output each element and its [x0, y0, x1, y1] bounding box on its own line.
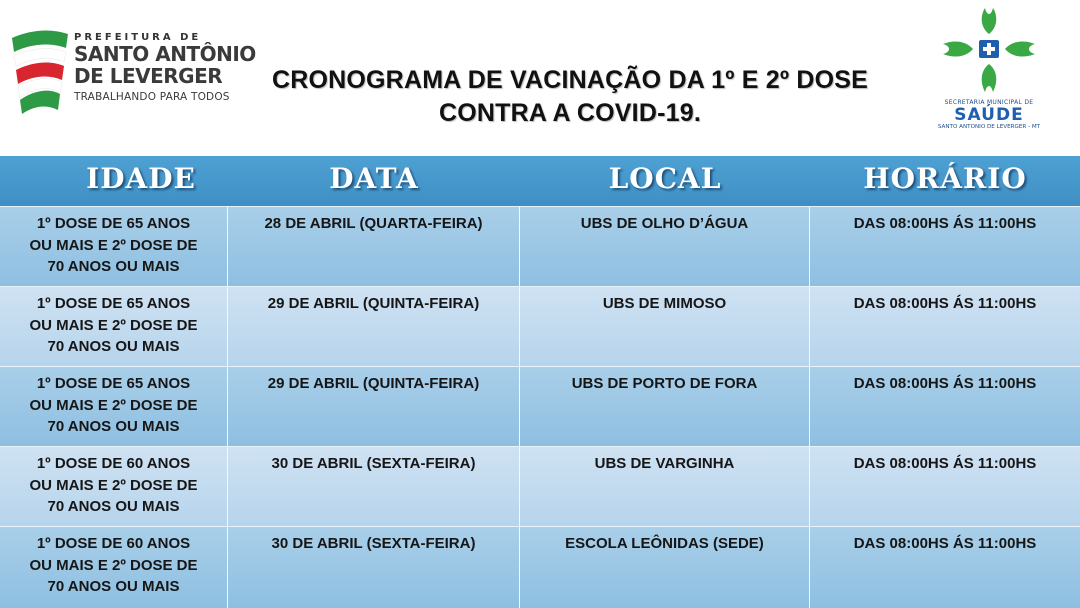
- idade-line: 1º DOSE DE 60 ANOS: [36, 455, 191, 472]
- idade-line: 1º DOSE DE 60 ANOS: [36, 535, 191, 552]
- cell-horario: DAS 08:00HS ÁS 11:00HS: [853, 215, 1037, 232]
- table-row: [0, 206, 1080, 286]
- cell-local: UBS DE PORTO DE FORA: [520, 367, 810, 446]
- header-horario: HORÁRIO: [863, 162, 1027, 195]
- table-row: [0, 446, 1080, 526]
- header-data: DATA: [329, 162, 419, 195]
- title-line2: CONTRA A COVID-19.: [439, 99, 701, 127]
- cell-data: 28 DE ABRIL (QUARTA-FEIRA): [228, 207, 520, 286]
- table-header: [0, 156, 1080, 206]
- cell-idade: [0, 447, 228, 526]
- flag-icon: [6, 24, 76, 114]
- cell-local: UBS DE OLHO D’ÁGUA: [520, 207, 810, 286]
- cell-idade: [0, 527, 228, 608]
- schedule-table: [0, 156, 1080, 608]
- cell-local: UBS DE MIMOSO: [520, 287, 810, 366]
- saude-location: SANTO ANTONIO DE LEVERGER - MT: [937, 124, 1041, 130]
- logo-line1: SANTO ANTÔNIO: [74, 42, 256, 66]
- health-symbol-icon: [939, 6, 1039, 92]
- idade-line: OU MAIS E 2º DOSE DE: [29, 316, 198, 334]
- saude-subtitle: SECRETARIA MUNICIPAL DE: [944, 99, 1034, 106]
- logo-small-text: PREFEITURA DE: [74, 32, 202, 43]
- idade-line: 70 ANOS OU MAIS: [47, 578, 180, 595]
- cell-local: ESCOLA LEÔNIDAS (SEDE): [520, 527, 810, 608]
- idade-line: 1º DOSE DE 65 ANOS: [36, 295, 191, 312]
- title-line1: CRONOGRAMA DE VACINAÇÃO DA 1º E 2º DOSE: [271, 66, 869, 94]
- cell-data: 29 DE ABRIL (QUINTA-FEIRA): [228, 367, 520, 446]
- idade-line: 1º DOSE DE 65 ANOS: [36, 215, 191, 232]
- page-title: [250, 64, 890, 130]
- cell-data: 29 DE ABRIL (QUINTA-FEIRA): [228, 287, 520, 366]
- cell-idade: [0, 207, 228, 286]
- logo-line2: DE LEVERGER: [74, 64, 223, 88]
- cell-horario: DAS 08:00HS ÁS 11:00HS: [853, 295, 1037, 312]
- idade-line: OU MAIS E 2º DOSE DE: [29, 396, 198, 414]
- cell-horario: DAS 08:00HS ÁS 11:00HS: [853, 535, 1037, 552]
- table-row: [0, 526, 1080, 608]
- cell-data: 30 DE ABRIL (SEXTA-FEIRA): [228, 447, 520, 526]
- table-row: [0, 366, 1080, 446]
- idade-line: OU MAIS E 2º DOSE DE: [29, 476, 198, 494]
- idade-line: OU MAIS E 2º DOSE DE: [29, 236, 198, 254]
- cell-idade: [0, 367, 228, 446]
- saude-title: SAÚDE: [954, 105, 1024, 125]
- header-local: LOCAL: [608, 162, 722, 195]
- logo-tagline: TRABALHANDO PARA TODOS: [74, 91, 230, 103]
- idade-line: 70 ANOS OU MAIS: [47, 418, 180, 435]
- idade-line: 1º DOSE DE 65 ANOS: [36, 375, 191, 392]
- saude-logo: [928, 6, 1050, 138]
- cell-horario: DAS 08:00HS ÁS 11:00HS: [853, 375, 1037, 392]
- cell-data: 30 DE ABRIL (SEXTA-FEIRA): [228, 527, 520, 608]
- header-idade: IDADE: [86, 162, 196, 195]
- cell-local: UBS DE VARGINHA: [520, 447, 810, 526]
- cell-horario: DAS 08:00HS ÁS 11:00HS: [853, 455, 1037, 472]
- page-header: [0, 0, 1080, 156]
- table-row: [0, 286, 1080, 366]
- prefeitura-logo: [6, 24, 256, 134]
- idade-line: OU MAIS E 2º DOSE DE: [29, 556, 198, 574]
- cell-idade: [0, 287, 228, 366]
- idade-line: 70 ANOS OU MAIS: [47, 498, 180, 515]
- idade-line: 70 ANOS OU MAIS: [47, 338, 180, 355]
- idade-line: 70 ANOS OU MAIS: [47, 258, 180, 275]
